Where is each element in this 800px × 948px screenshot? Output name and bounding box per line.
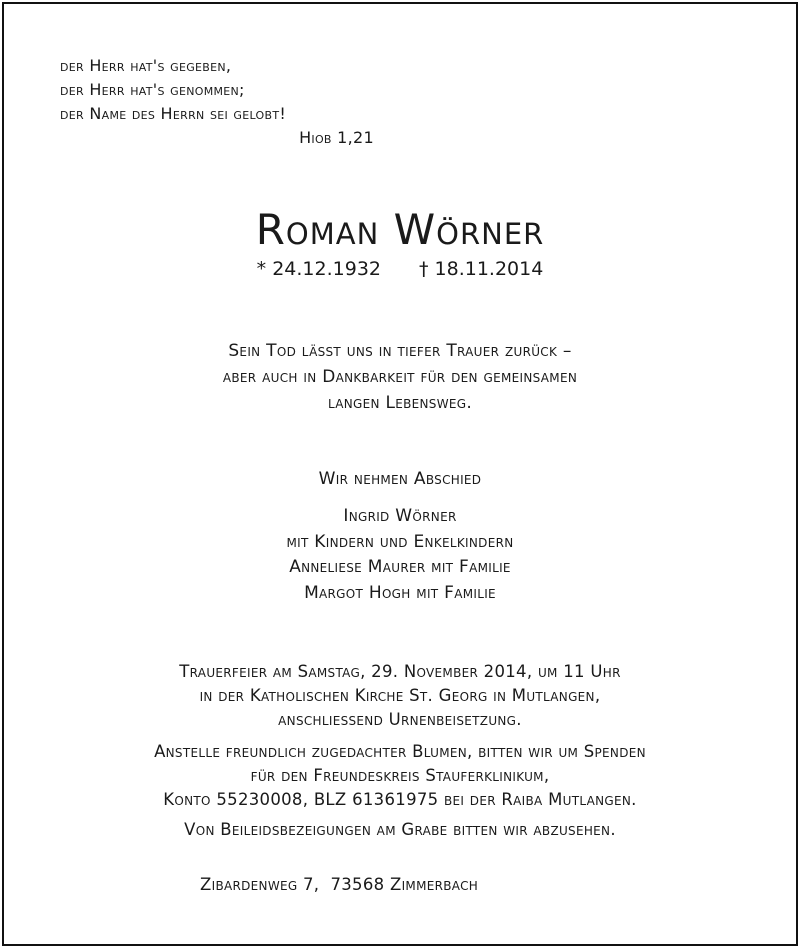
quote-line: langen Lebensweg. xyxy=(327,393,473,413)
bible-verse xyxy=(60,54,390,150)
death-date: † 18.11.2014 xyxy=(419,258,544,280)
condolence-note: Von Beileidsbezeigungen am Grabe bitten wir abzusehen. xyxy=(184,820,616,839)
donation-line: Anstelle freundlich zugedachter Blumen, bitten wir um Spenden xyxy=(154,742,646,761)
mourner: mit Kindern und Enkelkindern xyxy=(286,531,514,552)
donation-request xyxy=(0,740,800,812)
service-line: Trauerfeier am Samstag, 29. November 2014, um 11 Uhr xyxy=(179,662,621,681)
donation-line: Konto 55230008, BLZ 61361975 bei der Raiba Mutlangen. xyxy=(163,790,637,809)
service-line: in der Katholischen Kirche St. Georg in Mutlangen, xyxy=(199,686,601,705)
verse-line: der Herr hat's gegeben, xyxy=(60,56,232,75)
verse-line: der Herr hat's genommen; xyxy=(60,80,245,99)
funeral-service-info xyxy=(0,660,800,732)
mourner: Ingrid Wörner xyxy=(343,506,457,526)
birth-date: * 24.12.1932 xyxy=(256,258,381,280)
family-address: Zibardenweg 7, 73568 Zimmerbach xyxy=(200,875,479,894)
farewell-heading: Wir nehmen Abschied xyxy=(318,469,482,489)
donation-line: für den Freundeskreis Stauferklinikum, xyxy=(250,766,550,785)
mourner: Margot Hogh mit Familie xyxy=(304,582,496,603)
mourners-list xyxy=(0,504,800,606)
mourner: Anneliese Maurer mit Familie xyxy=(289,557,511,577)
memorial-quote xyxy=(0,338,800,416)
quote-line: Sein Tod lässt uns in tiefer Trauer zurück – xyxy=(228,341,572,361)
quote-line: aber auch in Dankbarkeit für den gemeinsamen xyxy=(222,367,578,387)
verse-line: der Name des Herrn sei gelobt! xyxy=(60,104,287,123)
deceased-name: Roman Wörner xyxy=(255,205,545,254)
service-line: anschliessend Urnenbeisetzung. xyxy=(278,710,522,729)
verse-reference: Hiob 1,21 xyxy=(299,128,374,147)
life-dates xyxy=(0,257,800,281)
